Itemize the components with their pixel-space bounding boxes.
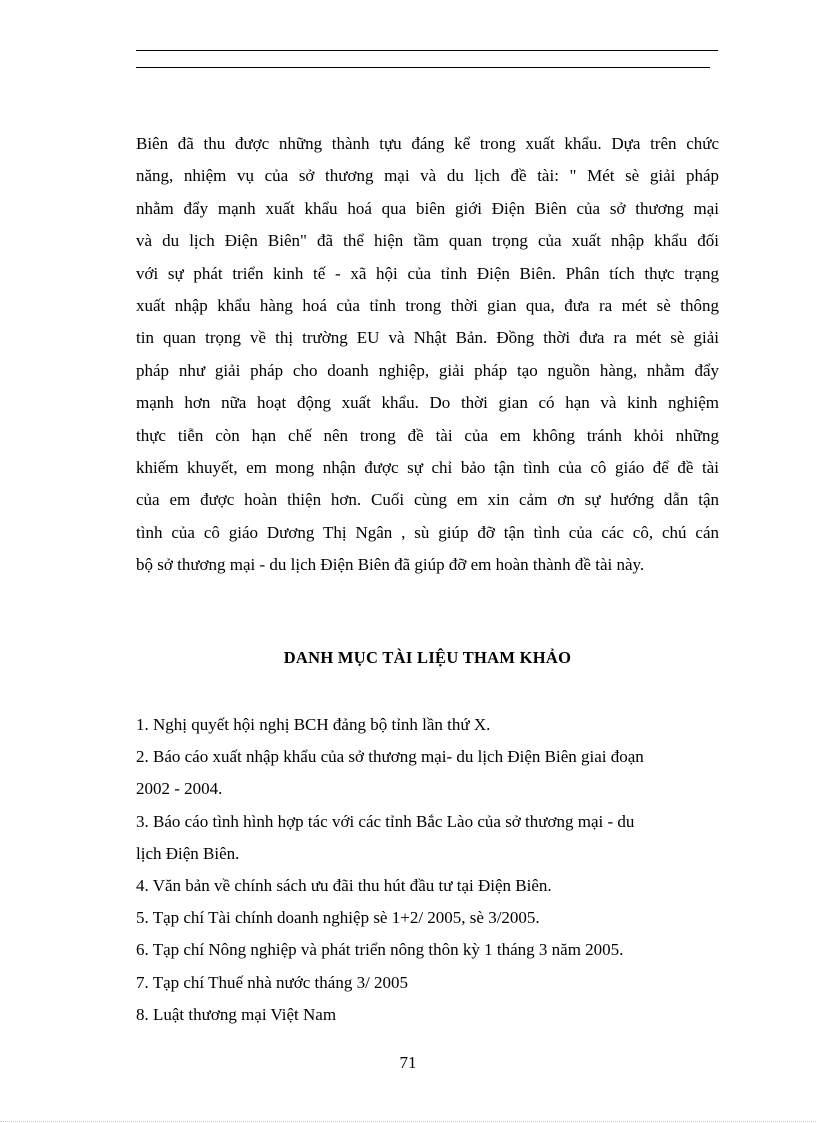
paragraph-line: và du lịch Điện Biên" đã thể hiện tầm quan trọng của xuất nhập khẩu đối	[136, 231, 719, 251]
paragraph-line: tình của cô giáo Dương Thị Ngân , sù giúp đỡ tận tình của các cô, chú cán	[136, 522, 719, 542]
conclusion-paragraph	[136, 128, 719, 582]
reference-item: 6. Tạp chí Nông nghiệp và phát triển nông thôn kỳ 1 tháng 3 năm 2005.	[136, 940, 624, 960]
reference-item: 3. Báo cáo tình hình hợp tác với các tỉnh Bắc Lào của sở thương mại - du	[136, 811, 635, 831]
reference-item: 4. Văn bản về chính sách ưu đãi thu hút đầu tư tại Điện Biên.	[136, 876, 552, 896]
header-rule-top	[136, 50, 718, 51]
paragraph-line: với sự phát triển kinh tế - xã hội của tỉnh Điện Biên. Phân tích thực trạng	[136, 263, 719, 283]
paragraph-line: mạnh hơn nữa hoạt động xuất khẩu. Do thời gian có hạn và kinh nghiệm	[136, 393, 719, 413]
page-bottom-border	[0, 1121, 816, 1122]
reference-item: 8. Luật thương mại Việt Nam	[136, 1004, 337, 1024]
paragraph-line: bộ sở thương mại - du lịch Điện Biên đã giúp đỡ em hoàn thành đề tài này.	[136, 555, 645, 575]
paragraph-line: tin quan trọng về thị trường EU và Nhật Bản. Đồng thời đưa ra mét sè giải	[136, 328, 719, 348]
header-rule-bottom	[136, 67, 710, 68]
paragraph-line: pháp như giải pháp cho doanh nghiệp, giải pháp tạo nguồn hàng, nhằm đẩy	[136, 360, 719, 380]
reference-item-continuation: lịch Điện Biên.	[136, 843, 240, 863]
paragraph-line: nhằm đẩy mạnh xuất khẩu hoá qua biên giới Điện Biên của sở thương mại	[136, 198, 719, 218]
reference-item: 7. Tạp chí Thuế nhà nước tháng 3/ 2005	[136, 972, 409, 992]
paragraph-line: thực tiễn còn hạn chế nên trong đề tài của em không tránh khỏi những	[136, 425, 719, 445]
paragraph-line: xuất nhập khẩu hàng hoá của tỉnh trong thời gian qua, đưa ra mét sè thông	[136, 296, 719, 316]
page-number: 71	[399, 1053, 417, 1072]
paragraph-line: Biên đã thu được những thành tựu đáng kể trong xuất khẩu. Dựa trên chức	[136, 134, 719, 153]
reference-item: 1. Nghị quyết hội nghị BCH đảng bộ tỉnh lần thứ X.	[136, 715, 491, 734]
reference-item-continuation: 2002 - 2004.	[136, 779, 223, 799]
references-list	[136, 709, 719, 1031]
paragraph-line: năng, nhiệm vụ của sở thương mại và du lịch đề tài: " Mét sè giải pháp	[136, 166, 719, 186]
reference-item: 5. Tạp chí Tài chính doanh nghiệp sè 1+2/ 2005, sè 3/2005.	[136, 908, 540, 928]
references-heading: DANH MỤC TÀI LIỆU THAM KHẢO	[283, 648, 572, 667]
paragraph-line: khiếm khuyết, em mong nhận được sự chỉ bảo tận tình của cô giáo để đề tài	[136, 458, 719, 478]
reference-item: 2. Báo cáo xuất nhập khẩu của sở thương mại- du lịch Điện Biên giai đoạn	[136, 747, 644, 767]
paragraph-line: của em được hoàn thiện hơn. Cuối cùng em xin cảm ơn sự hướng dẫn tận	[136, 490, 719, 510]
